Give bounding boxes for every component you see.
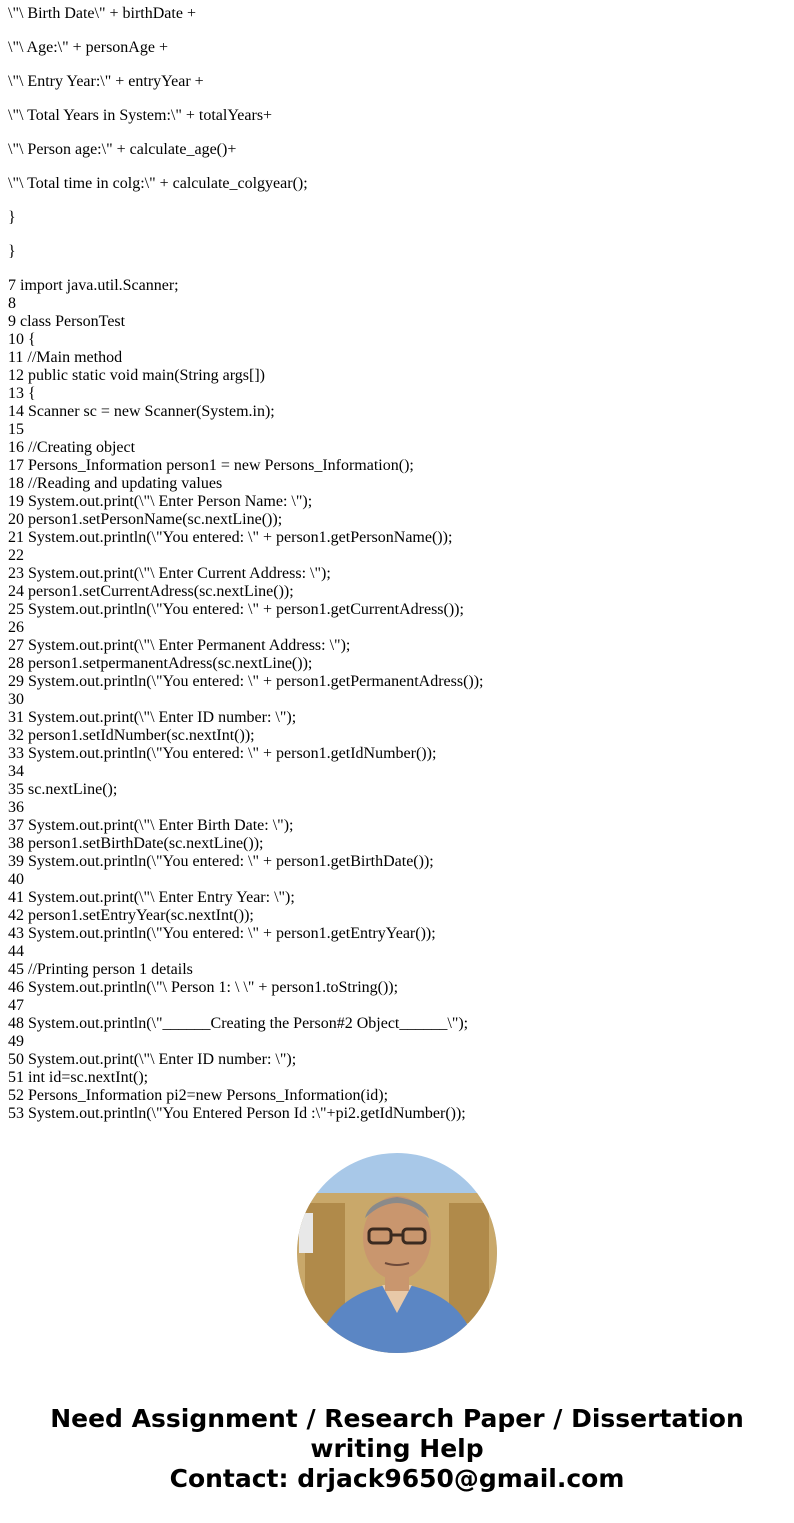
code-line: 53 System.out.println(\"You Entered Person Id :\"+pi2.getIdNumber()); [8, 1105, 466, 1122]
code-line: 24 person1.setCurrentAdress(sc.nextLine()); [8, 583, 294, 600]
code-line: 21 System.out.println(\"You entered: \" + person1.getPersonName()); [8, 529, 453, 546]
code-line: 29 System.out.println(\"You entered: \" + person1.getPermanentAdress()); [8, 673, 484, 690]
code-paragraph: \"\ Person age:\" + calculate_age()+ [8, 141, 237, 158]
code-line: 15 [8, 421, 24, 438]
code-line: 26 [8, 619, 24, 636]
code-line: 11 //Main method [8, 349, 123, 366]
code-line: 51 int id=sc.nextInt(); [8, 1069, 149, 1086]
code-line: 7 import java.util.Scanner; [8, 277, 179, 294]
code-paragraph: } [8, 209, 16, 226]
code-paragraph: \"\ Total time in colg:\" + calculate_colgyear(); [8, 175, 308, 192]
code-line: 28 person1.setpermanentAdress(sc.nextLine()); [8, 655, 313, 672]
code-line: 32 person1.setIdNumber(sc.nextInt()); [8, 727, 255, 744]
code-line: 38 person1.setBirthDate(sc.nextLine()); [8, 835, 264, 852]
author-avatar [297, 1153, 497, 1353]
code-line: 34 [8, 763, 24, 780]
promo-banner [0, 1404, 794, 1494]
code-line: 12 public static void main(String args[]) [8, 367, 265, 384]
code-line: 40 [8, 871, 24, 888]
code-line: 31 System.out.print(\"\ Enter ID number: \"); [8, 709, 297, 726]
code-line: 36 [8, 799, 24, 816]
code-line: 30 [8, 691, 24, 708]
code-line: 46 System.out.println(\"\ Person 1: \ \" + person1.toString()); [8, 979, 399, 996]
promo-line-3: Contact: drjack9650@gmail.com [169, 1464, 625, 1493]
code-line: 23 System.out.print(\"\ Enter Current Address: \"); [8, 565, 331, 582]
code-line: 22 [8, 547, 24, 564]
promo-line-1: Need Assignment / Research Paper / Dissertation [50, 1404, 744, 1433]
code-line: 39 System.out.println(\"You entered: \" + person1.getBirthDate()); [8, 853, 434, 870]
code-line: 16 //Creating object [8, 439, 136, 456]
code-paragraph: } [8, 243, 16, 260]
code-line: 49 [8, 1033, 24, 1050]
document-body [8, 5, 788, 1123]
code-line: 19 System.out.print(\"\ Enter Person Name: \"); [8, 493, 313, 510]
code-line: 18 //Reading and updating values [8, 475, 223, 492]
code-line: 27 System.out.print(\"\ Enter Permanent Address: \"); [8, 637, 351, 654]
code-line: 13 { [8, 385, 36, 402]
person-portrait-icon [297, 1153, 497, 1353]
code-line: 35 sc.nextLine(); [8, 781, 118, 798]
code-line: 44 [8, 943, 24, 960]
code-line: 20 person1.setPersonName(sc.nextLine()); [8, 511, 283, 528]
code-line: 42 person1.setEntryYear(sc.nextInt()); [8, 907, 254, 924]
code-listing [8, 277, 788, 1123]
code-paragraph: \"\ Entry Year:\" + entryYear + [8, 73, 204, 90]
promo-line-2: writing Help [310, 1434, 484, 1463]
code-line: 52 Persons_Information pi2=new Persons_Information(id); [8, 1087, 389, 1104]
code-line: 43 System.out.println(\"You entered: \" + person1.getEntryYear()); [8, 925, 436, 942]
code-line: 37 System.out.print(\"\ Enter Birth Date: \"); [8, 817, 294, 834]
code-line: 10 { [8, 331, 36, 348]
code-fragment-paragraphs [8, 5, 788, 261]
code-line: 47 [8, 997, 24, 1014]
code-paragraph: \"\ Age:\" + personAge + [8, 39, 168, 56]
code-line: 41 System.out.print(\"\ Enter Entry Year: \"); [8, 889, 295, 906]
code-line: 33 System.out.println(\"You entered: \" + person1.getIdNumber()); [8, 745, 437, 762]
code-paragraph: \"\ Birth Date\" + birthDate + [8, 5, 196, 22]
code-line: 17 Persons_Information person1 = new Persons_Information(); [8, 457, 414, 474]
code-line: 9 class PersonTest [8, 313, 126, 330]
code-line: 50 System.out.print(\"\ Enter ID number: \"); [8, 1051, 297, 1068]
code-line: 45 //Printing person 1 details [8, 961, 193, 978]
code-line: 14 Scanner sc = new Scanner(System.in); [8, 403, 275, 420]
code-paragraph: \"\ Total Years in System:\" + totalYears+ [8, 107, 273, 124]
code-line: 48 System.out.println(\"______Creating the Person#2 Object______\"); [8, 1015, 469, 1032]
code-line: 8 [8, 295, 16, 312]
code-line: 25 System.out.println(\"You entered: \" + person1.getCurrentAdress()); [8, 601, 464, 618]
